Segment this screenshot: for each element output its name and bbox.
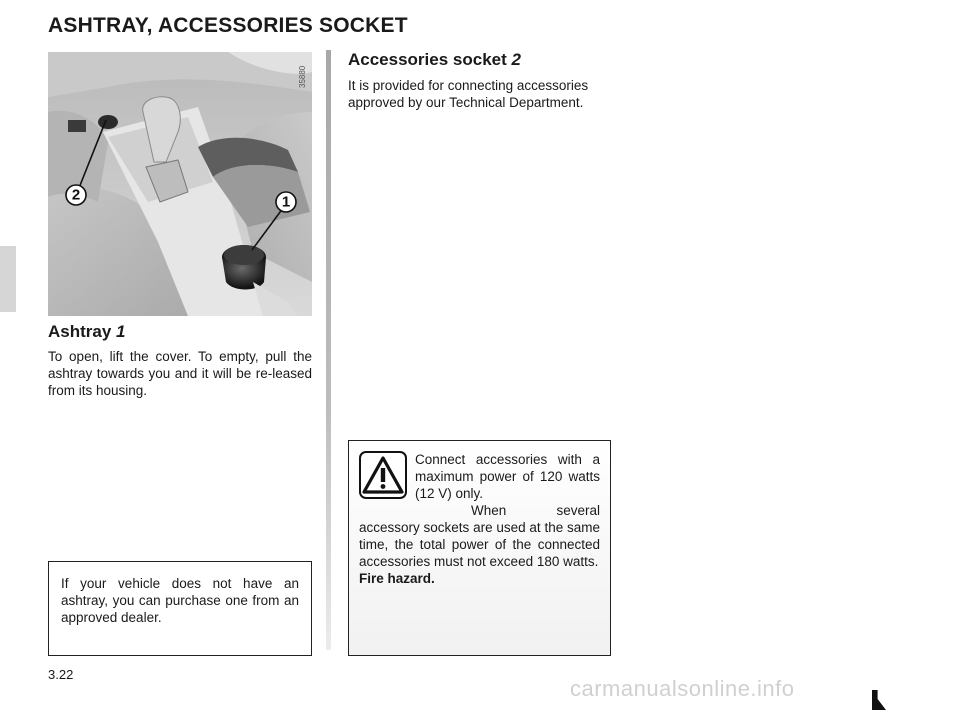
- watermark-text: carmanualsonline.info: [570, 676, 795, 701]
- ashtray-heading: [48, 322, 126, 342]
- warning-triangle-icon: [359, 451, 407, 499]
- socket-heading-num: 2: [511, 50, 521, 69]
- page-corner-mark: [872, 690, 886, 710]
- page-number: 3.22: [48, 667, 74, 682]
- warning-text-2: When several accessory sockets are used at the same time, the total power of the connected accessories must not exceed 180 watts.: [359, 503, 600, 569]
- console-illustration: [48, 52, 312, 316]
- console-illustration-svg: [48, 52, 312, 316]
- ashtray-note-box: [48, 561, 312, 656]
- socket-heading-text: Accessories socket: [348, 50, 507, 69]
- warning-box: [348, 440, 611, 656]
- page-title: ASHTRAY, ACCESSORIES SOCKET: [48, 14, 408, 37]
- figure-number: 35880: [298, 65, 307, 88]
- column-divider: [326, 50, 331, 650]
- socket-heading: [348, 50, 521, 70]
- ashtray-note-text: If your vehicle does not have an ashtray, you can purchase one from an approved dealer.: [61, 576, 299, 625]
- warning-text-1: Connect accessories with a maximum power of 120 watts (12 V) only.: [415, 452, 600, 501]
- callout-2-label: 2: [71, 186, 81, 204]
- ashtray-text: To open, lift the cover. To empty, pull the ashtray towards you and it will be re-leased from its housing.: [48, 349, 312, 398]
- socket-text: It is provided for connecting accessories approved by our Technical Department.: [348, 78, 589, 110]
- ashtray-heading-num: 1: [116, 322, 126, 341]
- warning-emphasis: Fire hazard.: [359, 571, 435, 586]
- section-tab-marker: [0, 246, 16, 312]
- callout-1-label: 1: [281, 193, 291, 211]
- ashtray-heading-text: Ashtray: [48, 322, 112, 341]
